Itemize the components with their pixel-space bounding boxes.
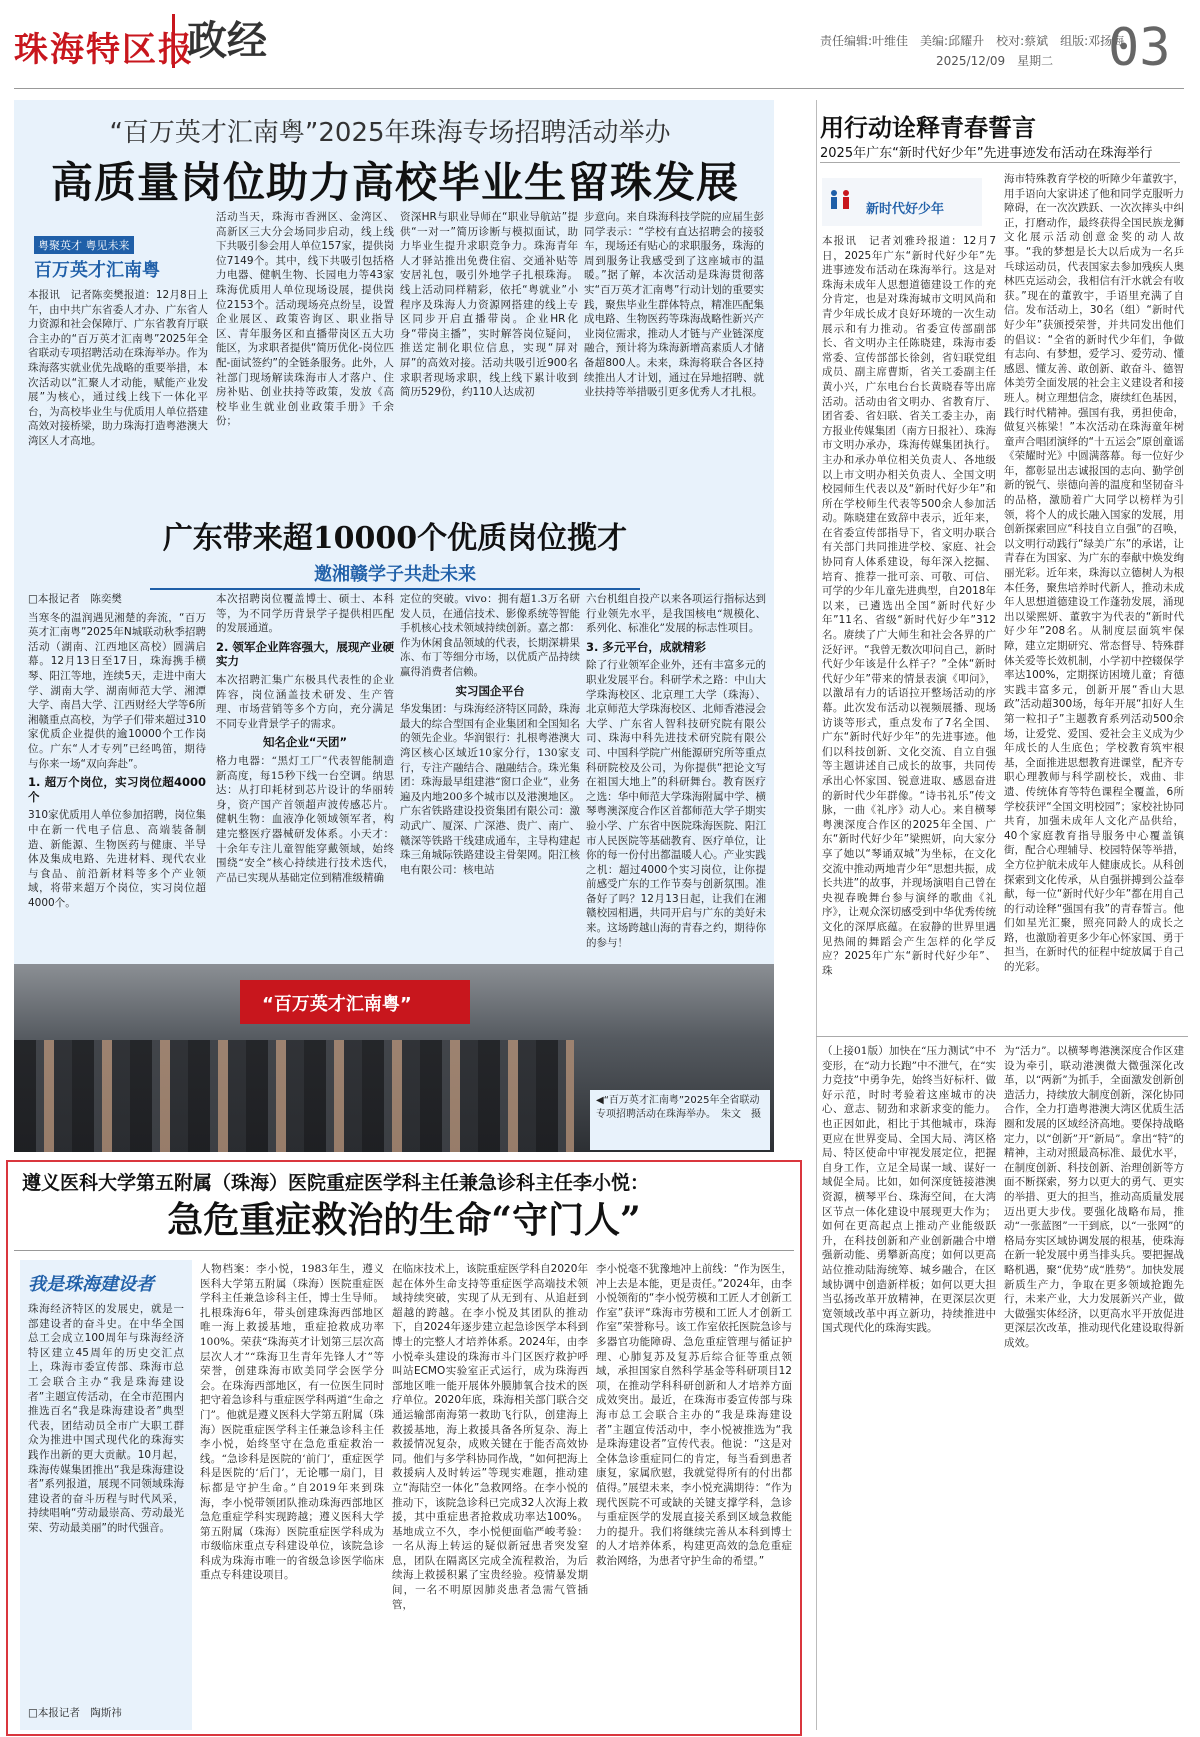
- story2-col2-text: 本次招聘岗位覆盖博士、硕士、本科等，为不同学历背景学子提供相匹配的发展通道。: [216, 593, 394, 635]
- campaign-tag-slogan: 粤聚英才 粤见未来: [34, 236, 134, 254]
- story3-divider: [14, 1250, 794, 1251]
- lead-body-col2: 活动当天，珠海市香洲区、金湾区、高新区三大分会场同步启动，线上线下共吸引参会用人单位157家，提供岗位7149个。其中，线下共吸引包括格力电器、健帆生物、长园电力等43家珠海优质用人单位现场设展，提供岗位2153个。活动现场亮点纷呈，设置企业展区、政策咨询区、职业指导区、青年服务区和直播带岗区五大功能区，为求职者提供“简历优化-岗位匹配-面试签约”的全链条服务。此外，人社部门现场解读珠海市人才落户、住房补贴、创业扶持等政策，发放《高校毕业生就业创业政策手册》千余份；: [216, 211, 394, 428]
- story2-col1: [28, 592, 206, 964]
- story2-col3b-text: 华发集团：与珠海经济特区同龄，珠海最大的综合型国有企业集团和全国知名的领先企业。华润银行：扎根粤港澳大湾区核心区域近10家分行，130家支行，专注产融结合、融融结合。珠光集团：珠海最早组建港“窗口企业”，业务遍及内地200多个城市以及港澳地区。广东省铁路建设投资集团有限公司：激动武广、厦深、广深港、贵广、南广、赣深等铁路干线建成通车，主导构建起珠三角城际铁路建设主骨架网。阳江核电有限公司：核电站: [400, 703, 580, 876]
- lead-headline: 高质量岗位助力高校毕业生留珠发展: [50, 158, 739, 207]
- right-body-col2: 海市特殊教育学校的听障少年董敦宇，用手语向大家讲述了他和同学克服听力障碍，在一次次跌跃、一次次摔头中纠正，打磨动作，最终获得全国民族龙狮文化展示活动创意金奖的动人故事。“我的梦想是长大以后成为一名乒乓球运动员，代表国家去参加残疾人奥林匹克运动会，我相信有汗水就会有收获。”现在的董敦宇，手语里充满了自信。发布活动上，30名（组）“新时代好少年”获颁授荣誉，并共同发出他们的倡议：“全省的新时代少年们，争做有志向、有梦想，爱学习、爱劳动、懂感恩、懂友善、敢创新、敢奋斗、德智体美劳全面发展的社会主义建设者和接班人。树立理想信念，赓续红色基因，践行时代精神。强国有我，勇担使命，做复兴栋梁！”本次活动在珠海童年树童声合唱团演绎的“十五运会”原创童谣《荣耀时光》中圆满落幕。每一位好少年，都彰显出志诚报国的志向、勤学创新的锐气、崇德向善的温度和坚韧奋斗的品格，激励着广大同学以榜样为引领，将个人的成长融入国家的发展，用创新探索回应“科技自立自强”的召唤，以文明行动践行“绿美广东”的承诺，让青春在为国家、为广东的奉献中焕发绚丽光彩。近年来，珠海以立德树人为根本任务，聚焦培养时代新人，推动未成年人思想道德建设工作蓬勃发展，涌现出以梁熙妍、董敦宇为代表的“新时代好少年”208名。从制度层面筑牢保障，建立定期研究、常态督导、特殊群体关爱等长效机制，小学初中控辍保学率达100%，定期探访困境儿童；育德实践丰富多元，创新开展“香山大思政”活动超300场，每年开展“扣好人生第一粒扣子”主题教育系列活动500余场，让爱党、爱国、爱社会主义成为少年成长的人生底色；学校教育筑牢根基，全面推进思想教育进课堂，配齐专职心理教师与科学副校长，戏曲、非遗、传统体育等特色课程全覆盖，6所学校获评“全国文明校园”；家校社协同共育，加强未成年人文化产品供给，40个家庭教育指导服务中心覆盖镇街，配合心理辅导、校园特保等举措，全方位护航未成年人健康成长。从科创探索到文化传承，从自强拼搏到公益奉献，每一位“新时代好少年”都在用自己的行动诠释“强国有我”的青春誓言。他们如星光汇聚，照亮同龄人的成长之路，也激励着更多少年心怀家国、勇于担当，在新时代的征程中绽放属于自己的光彩。: [1004, 173, 1184, 974]
- column-divider: [816, 100, 817, 1730]
- continued-col2: 为“活力”。以横琴粤港澳深度合作区建设为牵引，联动港澳微大微强深化改革，以“两新”为抓手，全面激发创新创造活力，持续放大制度创新，深化协同合作，全力打造粤港澳大湾区优质生活圈和发展的区域经济高地。要保持战略定力，以“创新”开“新局”。拿出“特”的精神，主动对照最高标准、最优水平，在制度创新、科技创新、治理创新等方面不断探索，努力以更大的勇气、更实的举措、更大的担当，推动高质量发展迈出更大步伐。要强化战略布局，推动“一张蓝图”一干到底，以“一张网”的格局夯实区域协调发展的根基，使珠海在新一轮发展中勇当排头兵。要把握战略机遇，聚“优势”成“胜势”。加快发展新质生产力，争取在更多领域抢跑先行，未来产业，大力发展新兴产业，做大做强实体经济，以更高水平开放促进更深层次改革，推动现代化建设取得新成效。: [1004, 1045, 1184, 1349]
- campaign-tag: [34, 234, 160, 281]
- page-number: 03: [1108, 18, 1171, 78]
- story3-headline: 急危重症救治的生命“守门人”: [167, 1199, 641, 1241]
- lead-body-col4: 步意向。来自珠海科技学院的应届生彭同学表示：“学校有直达招聘会的接驳车，现场还有贴心的求职服务，珠海的周到服务让我感受到了这座城市的温暖。”据了解，本次活动是珠海贯彻落实“百万英才汇南粤”行动计划的重要实践，聚焦毕业生群体特点，精准匹配集成电路、生物医药等珠海战略性新兴产业岗位需求，推动人才链与产业链深度融合，预计将为珠海新增高素质人才储备超800人。未来，珠海将联合各区持续推出人才计划，通过在异地招聘、就业扶持等举措吸引更多优秀人才扎根。: [584, 211, 764, 399]
- story3-col2: 在临床技术上，该院重症医学科自2020年起在体外生命支持等重症医学高端技术领域持续突破，实现了从无到有、从追赶到超越的跨越。在李小悦及其团队的推动下，自2024年逐步建立起急诊医学本科到博士的完整人才培养体系。2024年，由李小悦牵头建设的珠海市斗门区医疗救护呼叫站ECMO实验室正式运行，成为珠海西部地区唯一能开展体外膜肺氧合技术的医疗单位。2020年底，珠海相关部门联合交通运输部南海第一救助飞行队，创建海上救援基地，海上救援具备各所复杂、海上救援情况复杂，成败关键在于能否高效协同。他们与多学科协同作战，“如何把海上救援病人及时转运”等现实难题，推动建立“海陆空一体化”急救网络。在李小悦的推动下，该院急诊科已完成32人次海上救援，其中重症患者抢救成功率达100%。基地成立不久，李小悦便面临严峻考验：一名从海上转运的疑似新冠患者突发窒息，团队在隔离区完成全流程救治，为后续海上救援积累了宝贵经验。疫情暴发期间，一名不明原因肺炎患者急需气管插管，: [392, 1263, 588, 1611]
- story3-col1: 人物档案：李小悦，1983年生，遵义医科大学第五附属（珠海）医院重症医学科主任兼急诊科主任，博士生导师。扎根珠海6年，带头创建珠海西部地区唯一海上救援基地，重症抢救成功率100%。荣获“珠海英才计划第三层次高层次人才”“珠海卫生青年先锋人才”等荣誉，创建珠海市欧美同学会医学分会。在珠海西部地区，有一位医生同时把守着急诊科与重症医学科两道“生命之门”。他就是遵义医科大学第五附属（珠海）医院重症医学科主任兼急诊科主任李小悦，始终坚守在急危重症救治一线。“急诊科是医院的‘前门’，重症医学科是医院的‘后门’，无论哪一扇门，目标都是守护生命。”自2019年来到珠海，李小悦带领团队推动珠海西部地区急危重症学科实现跨越；遵义医科大学第五附属（珠海）医院重症医学科成为市级临床重点专科建设单位，该院急诊科成为珠海市唯一的省级急诊医学临床重点专科建设项目。: [200, 1263, 384, 1582]
- campaign-tag-title: 百万英才汇南粤: [34, 260, 160, 281]
- issue-date: 2025/12/09 星期二: [936, 54, 1054, 68]
- lead-body-col1: 本报讯 记者陈奕樊报道：12月8日上午，由中共广东省委人才办、广东省人力资源和社会保障厅、广东省教育厅联合主办的“百万英才汇南粤”2025年全省联动专项招聘活动在珠海举办。作为珠海落实就业优先战略的重要举措，本次活动以“汇聚人才动能，赋能产业发展”为核心，通过线上线下一体化平台，为高校毕业生与优质用人单位搭建高效对接桥梁，助力珠海打造粤港澳大湾区人才高地。: [28, 289, 208, 447]
- story2-col4b-text: 除了行业领军企业外，还有丰富多元的职业发展平台。科研学术之路：中山大学珠海校区、北京理工大学（珠海）、北京师范大学珠海校区、北师香港浸会大学、广东省人智科技研究院有限公司、珠海中科先进技术研究院有限公司、中国科学院广州能源研究所等重点科研院校及公司，为你提供“把论文写在祖国大地上”的科研舞台。教育医疗之选：华中师范大学珠海附属中学、横琴粤澳深度合作区首都师范大学子期实验小学、广东省中医院珠海医院、阳江市人民医院等基础教育、医疗单位，让你的每一份付出都温暖人心。产业实践之机：超过4000个实习岗位，让你提前感受广东的工作节奏与创新氛围。准备好了吗？12月13日起，让我们在湘赣校园相遇，共同开启与广东的美好未来。这场跨越山海的青春之约，期待你的参与！: [586, 659, 766, 949]
- story2-col3: [400, 592, 580, 964]
- story2-byline: □本报记者 陈奕樊: [28, 593, 122, 605]
- story3-col3: 李小悦毫不犹豫地冲上前线：“作为医生，冲上去是本能，更是责任。”2024年，由李小悦领衔的“李小悦劳模和工匠人才创新工作室”获评“珠海市劳模和工匠人才创新工作室”荣誉称号。该工作室依托医院急诊与多器官功能障碍、急危重症管理与循证护理、心肺复苏及复苏后综合征等重点领域，承担国家自然科学基金等科研项目12项，在推动学科科研创新和人才培养方面成效突出。最近，在珠海市委宣传部与珠海市总工会联合主办的“我是珠海建设者”主题宣传活动中，李小悦被推选为“我是珠海建设者”宣传代表。他说：“这是对全体急诊重症同仁的肯定，每当看到患者康复，家属欣慰，我就觉得所有的付出都值得。”展望未来，李小悦充满期待：“作为现代医院不可或缺的关键支撑学科，急诊与重症医学的发展直接关系到区域急救能力的提升。我们将继续完善从本科到博士的人才培养体系，构建更高效的急危重症救治网络，为患者守护生命的希望。”: [596, 1263, 792, 1567]
- story2-col2c-text: 格力电器：“黑灯工厂”代表智能制造新高度，每15秒下线一台空调。纳思达：从打印耗材到芯片设计的华丽转身，资产国产首领超声波传感芯片。健帆生物：血液净化领域领军者，构建完整医疗器械研发体系。小天才：十余年专注儿童智能穿戴领域，始终围绕“安全”核心持续进行技术迭代，产品已实现从基础定位到精准级精确: [216, 754, 394, 884]
- story2-headline: 广东带来超10000个优质岗位揽才: [162, 521, 628, 556]
- story2-col1-text: 当寒冬的温润遇见湘楚的奔流，“百万英才汇南粤”2025年N城联动秋季招聘活动（湖南、江西地区高校）圆满启幕。12月13日至17日，珠海携手横琴、阳江等地，连续5天，走进中南大学、湖南大学、湖南师范大学、湘潭大学、南昌大学、江西财经大学等6所湘赣重点高校，为学子们带来超过310家优质企业提供的逾10000个工作岗位。广东“人才专列”已经鸣笛，期待与你来一场“双向奔赴”。: [28, 611, 206, 770]
- section-name: 政经: [172, 14, 267, 68]
- right-subtitle: 2025年广东“新时代好少年”先进事迹发布活动在珠海举行: [820, 146, 1153, 161]
- lead-body-col3: 资深HR与职业导师在“职业导航站”提供“一对一”简历诊断与模拟面试，助力毕业生提升求职竞争力。珠海青年人才驿站推出免费住宿、交通补贴等安居礼包，吸引外地学子扎根珠海。线上活动同样精彩，依托“粤就业”小程序及珠海人力资源网搭建的线上专区同步开启直播带岗。企业HR化身“带岗主播”，实时解答岗位疑问，推送定制化职位信息，实现“屏对屏”的高效对接。活动共吸引近900名求职者现场求职，线上线下累计收到简历529份，约110人达成初: [400, 211, 578, 399]
- story2-companies-head: 知名企业“天团”: [262, 735, 348, 750]
- story2-subhead-1: 1. 超万个岗位，实习岗位超4000个: [28, 775, 206, 804]
- story2-col3-text: 定位的突破。vivo：拥有超1.3万名研发人员，在通信技术、影像系统等智能手机核心技术领域持续创新。嘉之都：作为休闲食品领域的代表，长期深耕果冻、布丁等细分市场，以优质产品持续赢得消费者信赖。: [400, 593, 580, 678]
- story3-byline: □本报记者 陶斯祎: [28, 1707, 122, 1719]
- story3-kicker: 遵义医科大学第五附属（珠海）医院重症医学科主任兼急诊科主任李小悦：: [22, 1172, 650, 1194]
- continued-col1: （上接01版）加快在“压力测试”中不变形，在“动力长跑”中不泄气，在“实力竞技”中勇争先，始终当好标杆、做好示范，时时考验着这座城市的决心、意志、韧劲和求新求变的能力。也正因如此，相比于其他城市，珠海更应在世界变局、全国大局、湾区格局、特区使命中审视发展定位，把握自身工作，立足全局谋一域、谋好一域促全局。比如，如何深度链接港澳资源，横琴平台、珠海空间，在大湾区节点一体化建设中展现更大作为；如何在更高起点上推动产业能级跃升，在科技创新和产业创新融合中增强新动能、勇攀新高度；如何以更高站位推动陆海统筹、城乡融合，在区域协调中创造新样板；如何以更大担当弘扬改革开放精神，在更深层次更宽领域改革中再立新功，持续推进中国式现代化的珠海实践。: [822, 1045, 996, 1335]
- editor-credits: 责任编辑:叶维佳 美编:邱耀升 校对:蔡斌 组版:邓扬海: [820, 34, 1125, 48]
- photo-banner-text: “百万英才汇南粤”: [262, 994, 412, 1015]
- youth-logo-text: 新时代好少年: [866, 202, 945, 217]
- masthead-divider: [14, 88, 1184, 89]
- lead-subtitle: “百万英才汇南粤”2025年珠海专场招聘活动举办: [109, 118, 671, 148]
- newspaper-logo: 珠海特区报: [14, 30, 194, 70]
- story2-col1b-text: 310家优质用人单位参加招聘，岗位集中在新一代电子信息、高端装备制造、新能源、生物医药与健康、半导体及集成电路、先进材料、现代农业与食品、前沿新材料等多个产业领域，将带来超万个岗位，实习岗位超4000个。: [28, 809, 206, 909]
- story2-col2b-text: 本次招聘汇集广东极具代表性的企业阵容，岗位涵盖技术研发、生产管理、市场营销等多个方向，充分满足不同专业背景学子的需求。: [216, 673, 394, 730]
- masthead: [0, 0, 1200, 92]
- right-body-col1: 本报讯 记者刘雅玲报道：12月7日，2025年广东“新时代好少年”先进事迹发布活动在珠海举行。这是对珠海未成年人思想道德建设工作的充分肯定，也是对珠海城市文明风尚和青少年成长成才良好环境的一次生动展示和有力推动。省委宣传部副部长、省文明办主任陈晓建，珠海市委常委、宣传部部长徐剑，省妇联党组成员、副主席曹斯，省关工委副主任黄小兴，广东电台台长黄晓春等出席活动。活动由省文明办、省教育厅、团省委、省妇联、省关工委主办，南方报业传媒集团（南方日报社）、珠海市文明办承办，珠海传媒集团执行。主办和承办单位相关负责人、各地级以上市文明办相关负责人、全国文明校园师生代表以及“新时代好少年”和所在学校师生代表等500余人参加活动。陈晓建在致辞中表示，近年来，在省委宣传部指导下，省文明办联合有关部门共同推进学校、家庭、社会协同育人体系建设，每年深入挖掘、培育、推荐一批可亲、可敬、可信、可学的少年儿童先进典型，自2018年以来，已遴选出全国“新时代好少年”11名、省级“新时代好少年”312名。赓续了广大师生和社会各界的广泛好评。“我曾无数次叩问自己，新时代好少年该是什么样子？”全体“新时代好少年”带来的情景表演《叩问》，以激昂有力的话语拉开整场活动的序幕。此次发布活动以视频展播、现场访谈等形式，重点发布了7名全国、广东“新时代好少年”的先进事迹。他们以科技创新、文化交流、自立自强等主题讲述自己成长的故事，共同传承出心怀家国、锐意进取、感恩奋进的新时代少年群像。“诗书礼乐”传文脉，一曲《礼序》动人心。来自横琴粤澳深度合作区的2025年全国、广东“新时代好少年”梁熙妍，向大家分享了她以“琴诵双城”为坐标，在文化交流中推动两地青少年“思想共振，成长共进”的故事，并现场演唱自己曾在央视春晚舞台参与演绎的歌曲《礼序》，让观众深切感受到中华优秀传统文化的深厚底蕴。在寂静的世界里遇见热闹的舞蹈会产生怎样的化学反应？2025年广东“新时代好少年”、珠: [822, 235, 996, 977]
- story2-subhead-2: 2. 领军企业阵容强大，展现产业硬实力: [216, 639, 394, 669]
- story2-soe-head: 实习国企平台: [455, 683, 525, 698]
- story2-subhead: 邀湘赣学子共赴未来: [150, 560, 640, 590]
- story3-intro: 珠海经济特区的发展史，就是一部建设者的奋斗史。在中华全国总工会成立100周年与珠海经济特区建立45周年的历史交汇点上，珠海市委宣传部、珠海市总工会联合主办“我是珠海建设者”主题宣传活动，在全市范围内推选百名“我是珠海建设者”典型代表，团结动员全市广大职工群众为推进中国式现代化的珠海实践作出新的更大贡献。10月起，珠海传媒集团推出“我是珠海建设者”系列报道，展现不同领域珠海建设者的奋斗历程与时代风采，持续唱响“劳动最崇高、劳动最光荣、劳动最美丽”的时代强音。: [28, 1303, 184, 1534]
- story2-subhead-3: 3. 多元平台，成就精彩: [586, 639, 706, 654]
- youth-figures-icon: [826, 186, 856, 216]
- right-divider: [820, 162, 1180, 163]
- story2-col4-text: 六台机组自投产以来各项运行指标达到行业领先水平，是我国核电“规模化、系列化、标准化”发展的标志性项目。: [586, 593, 766, 635]
- photo-caption: ◀“百万英才汇南粤”2025年全省联动专项招聘活动在珠海举办。 朱文 摄: [596, 1095, 761, 1120]
- right-section-divider: [816, 1036, 1188, 1037]
- builder-column-tag: 我是珠海建设者: [28, 1274, 154, 1295]
- right-headline: 用行动诠释青春誓言: [820, 114, 1036, 142]
- story2-col2: [216, 592, 394, 964]
- photo-crowd: [14, 1040, 574, 1152]
